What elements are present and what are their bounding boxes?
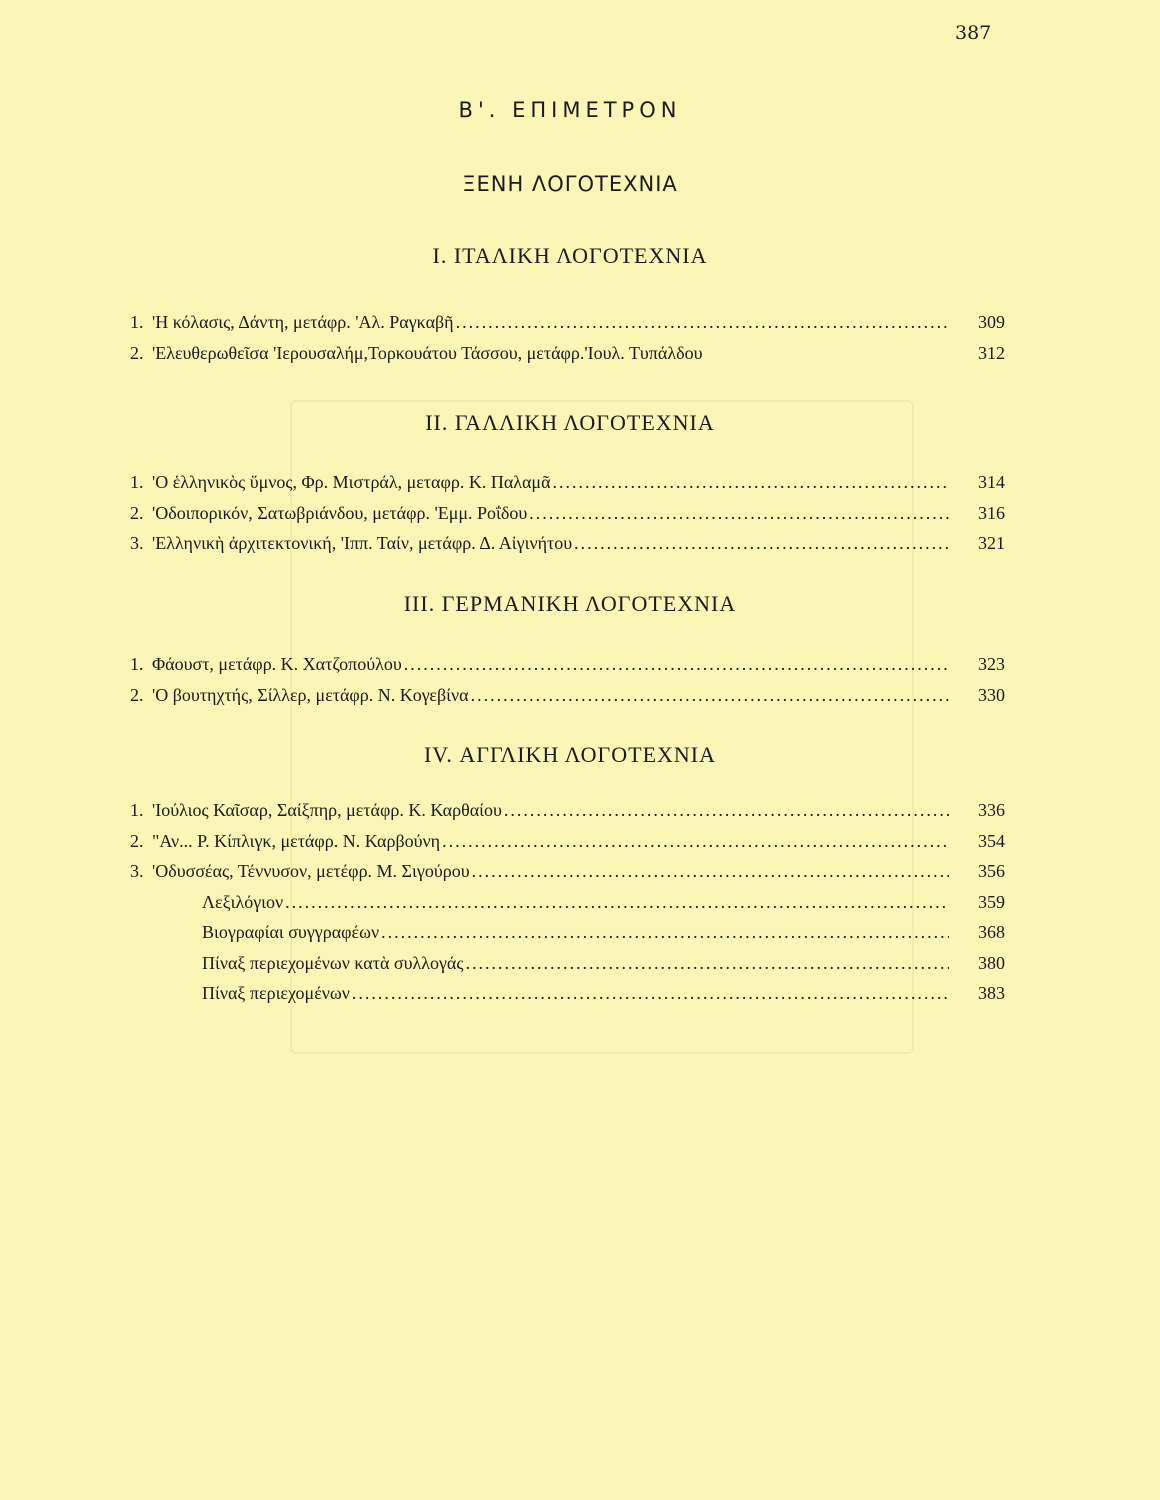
entry-text: 'Οδυσσέας, Τέννυσον, μετέφρ. Μ. Σιγούρου	[152, 861, 470, 881]
section-entries-german	[130, 654, 1005, 715]
dot-leader	[472, 861, 949, 882]
section-entries-italian	[130, 312, 1005, 373]
entry-text: Βιογραφίαι συγγραφέων	[202, 922, 380, 942]
appendix-entry-contents-by-collection	[130, 953, 1005, 984]
entry-text: Φάουστ, μετάφρ. Κ. Χατζοπούλου	[152, 654, 402, 674]
entry-page: 312	[978, 342, 1005, 363]
toc-entry	[130, 800, 1005, 831]
dot-leader	[465, 953, 949, 974]
page-number: 387	[955, 22, 992, 44]
entry-page: 368	[978, 922, 1005, 942]
entry-text: Πίναξ περιεχομένων κατὰ συλλογάς	[202, 952, 464, 973]
dot-leader	[404, 654, 949, 675]
entry-page: 359	[978, 891, 1005, 912]
entry-number: 2.	[130, 830, 144, 851]
entry-number: 1.	[130, 312, 144, 332]
dot-leader	[574, 533, 949, 554]
dot-leader	[529, 503, 949, 524]
entry-text: 'Ιούλιος Καῖσαρ, Σαίξπηρ, μετάφρ. Κ. Καρθαίου	[152, 800, 502, 820]
section-title-german: III. ΓΕΡΜΑΝΙΚΗ ΛΟΓΟΤΕΧΝΙΑ	[403, 591, 737, 616]
dot-leader	[553, 472, 950, 493]
toc-entry	[130, 654, 1005, 685]
entry-text: 'Οδοιπορικόν, Σατωβριάνδου, μετάφρ. 'Εμμ. Ροΐδου	[152, 502, 528, 523]
section-title-italian: I. ΙΤΑΛΙΚΗ ΛΟΓΟΤΕΧΝΙΑ	[432, 243, 708, 268]
entry-page: 323	[978, 654, 1005, 674]
page-heading: Β'. ΕΠΙΜΕΤΡΟΝ	[458, 98, 682, 122]
appendix-entry-glossary	[130, 892, 1005, 923]
entry-number: 3.	[130, 533, 144, 553]
dot-leader	[456, 312, 949, 333]
entry-text: Πίναξ περιεχομένων	[202, 983, 350, 1003]
toc-entry	[130, 831, 1005, 862]
entry-text: Λεξιλόγιον	[202, 891, 284, 912]
toc-entry	[130, 533, 1005, 564]
entry-number: 2.	[130, 342, 144, 363]
entry-number: 2.	[130, 684, 144, 705]
toc-entry	[130, 685, 1005, 716]
dot-leader	[352, 983, 949, 1004]
section-title-french: II. ΓΑΛΛΙΚΗ ΛΟΓΟΤΕΧΝΙΑ	[425, 410, 715, 435]
dot-leader	[442, 831, 949, 852]
page-subheading: ΞΕΝΗ ΛΟΓΟΤΕΧΝΙΑ	[462, 172, 678, 196]
appendix-entry-biographies	[130, 922, 1005, 953]
entry-text: 'Ο ἑλληνικὸς ὕμνος, Φρ. Μιστράλ, μεταφρ. Κ. Παλαμᾶ	[152, 472, 551, 492]
entry-page: 380	[978, 952, 1005, 973]
dot-leader	[285, 892, 949, 913]
entry-text: 'Ο βουτηχτής, Σίλλερ, μετάφρ. Ν. Κογεβίνα	[152, 684, 469, 705]
entry-page: 309	[978, 312, 1005, 332]
entry-number: 2.	[130, 502, 144, 523]
entry-page: 321	[978, 533, 1005, 553]
entry-page: 383	[978, 983, 1005, 1003]
section-entries-english	[130, 800, 1005, 1014]
entry-page: 356	[978, 861, 1005, 881]
entry-page: 316	[978, 502, 1005, 523]
entry-text: "Αν... Ρ. Κίπλιγκ, μετάφρ. Ν. Καρβούνη	[152, 830, 441, 851]
toc-entry	[130, 312, 1005, 343]
entry-number: 1.	[130, 800, 144, 820]
toc-entry	[130, 343, 1005, 374]
appendix-entry-contents	[130, 983, 1005, 1014]
entry-page: 336	[978, 800, 1005, 820]
entry-text: 'Ελευθερωθεῖσα 'Ιερουσαλήμ,Τορκουάτου Τάσσου, μετάφρ.'Ιουλ. Τυπάλδου	[152, 342, 703, 363]
toc-entry	[130, 503, 1005, 534]
section-title-english: IV. ΑΓΓΛΙΚΗ ΛΟΓΟΤΕΧΝΙΑ	[423, 742, 717, 767]
section-entries-french	[130, 472, 1005, 564]
entry-page: 330	[978, 684, 1005, 705]
dot-leader	[504, 800, 949, 821]
entry-text: 'Η κόλασις, Δάντη, μετάφρ. 'Αλ. Ραγκαβῆ	[152, 312, 454, 332]
entry-page: 354	[978, 830, 1005, 851]
entry-page: 314	[978, 472, 1005, 492]
toc-entry	[130, 861, 1005, 892]
dot-leader	[381, 922, 949, 943]
entry-number: 1.	[130, 472, 144, 492]
entry-number: 1.	[130, 654, 144, 674]
dot-leader	[471, 685, 949, 706]
toc-entry	[130, 472, 1005, 503]
entry-number: 3.	[130, 861, 144, 881]
entry-text: 'Ελληνικὴ ἀρχιτεκτονική, 'Ιππ. Ταίν, μετάφρ. Δ. Αἰγινήτου	[152, 533, 573, 553]
